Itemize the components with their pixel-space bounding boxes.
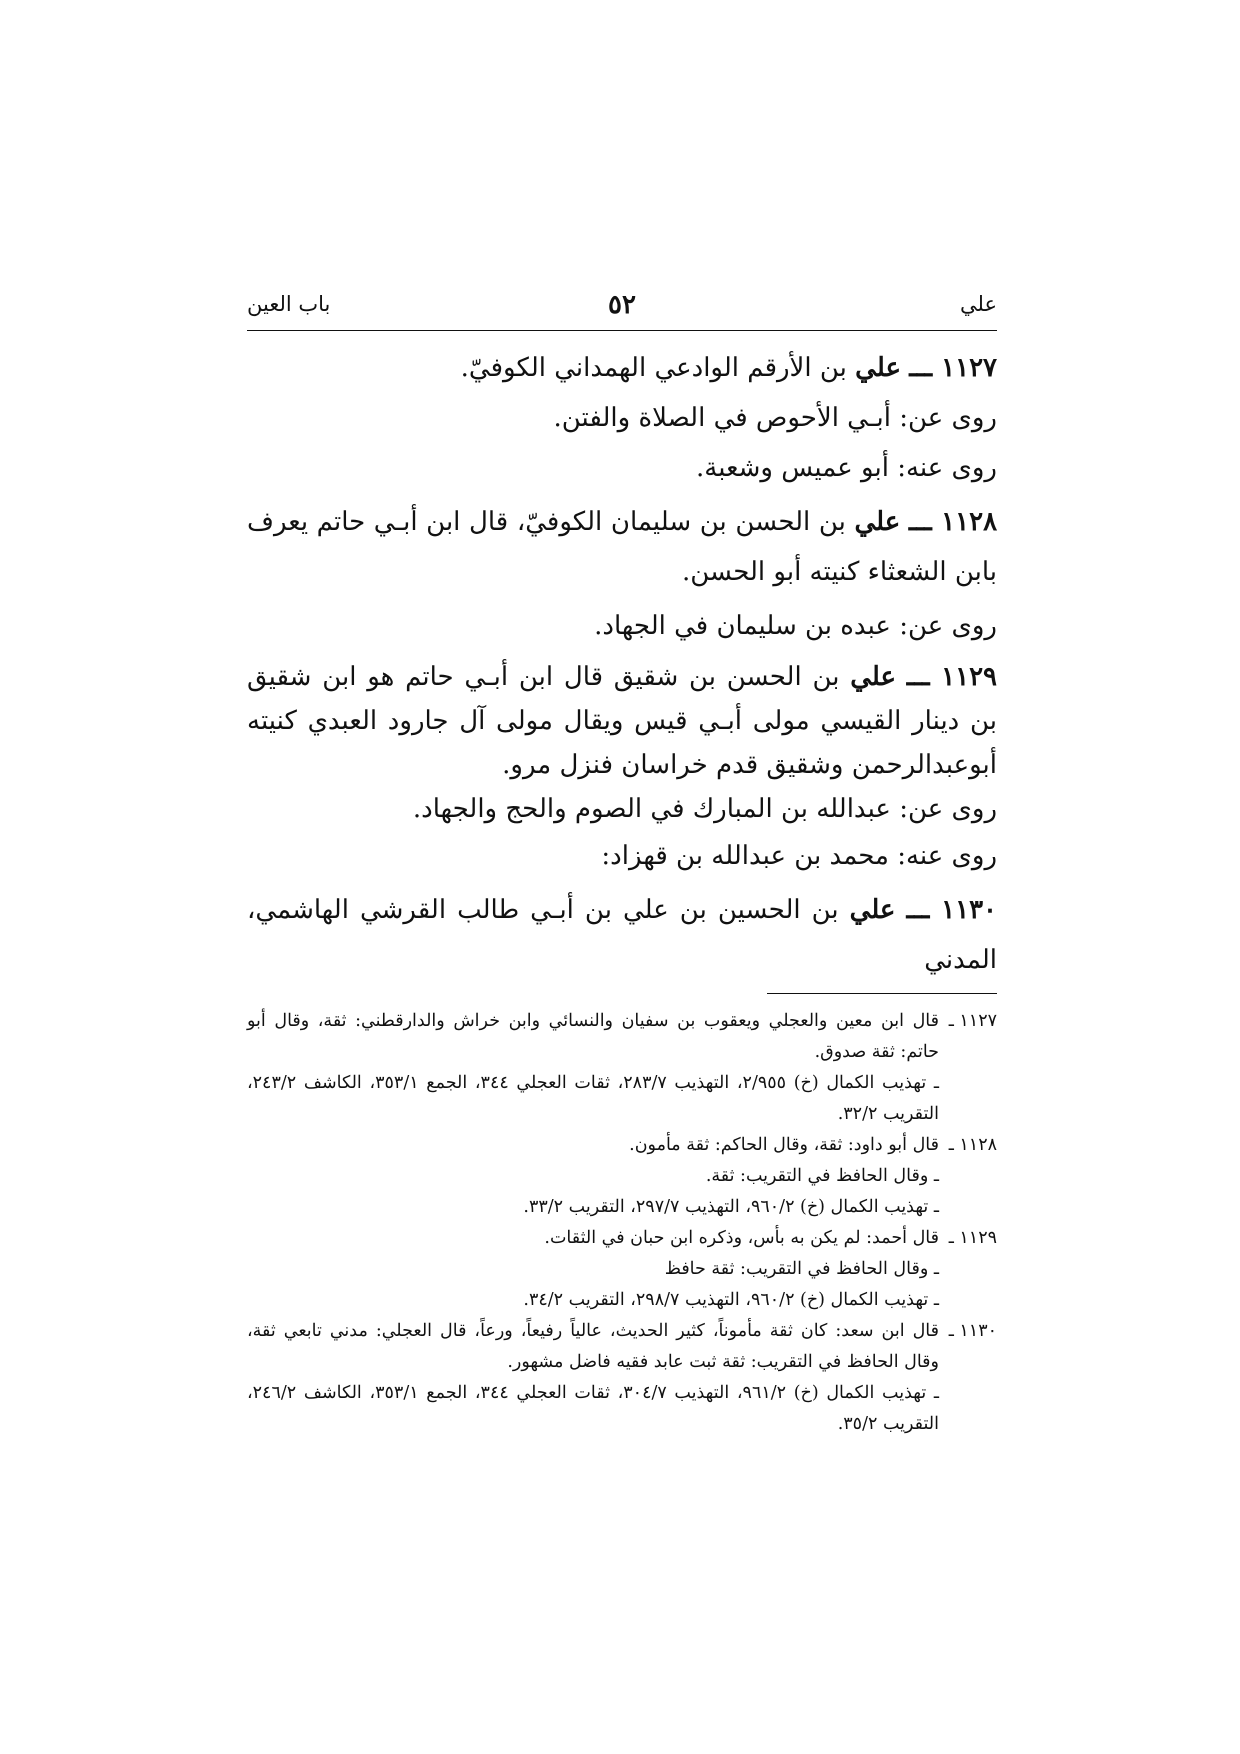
book-page: [247, 290, 997, 1440]
narrated-from: روى عن: عبدالله بن المبارك في الصوم والحج والجهاد.: [412, 794, 997, 824]
footnote-body: [247, 1006, 939, 1130]
narrated-by: روى عنه: أبو عميس وشعبة.: [696, 453, 997, 483]
footnotes: [247, 1006, 997, 1440]
entry-heading: [247, 343, 997, 393]
entry-heading: [247, 655, 997, 787]
header-chapter-title: باب العين: [247, 292, 331, 316]
narrated-by: روى عنه: محمد بن عبدالله بن قهزاد:: [601, 841, 997, 871]
footnote-line: قال ابن معين والعجلي ويعقوب بن سفيان والنسائي وابن خراش والدارقطني: ثقة، وقال أبو حاتم: ثقة صدوق.: [247, 1011, 939, 1062]
main-text: [247, 343, 997, 985]
footnote-body: [247, 1130, 939, 1223]
entry-heading: [247, 885, 997, 985]
footnote-line: ـ تهذيب الكمال (خ) ٢/٩٥٥، التهذيب ٢٨٣/٧، ثقات العجلي ٣٤٤، الجمع ٣٥٣/١، الكاشف ٢٤٣/٢، التقريب ٣٢/٢.: [247, 1073, 940, 1124]
footnote-line: ـ تهذيب الكمال (خ) ٩٦١/٢، التهذيب ٣٠٤/٧، ثقات العجلي ٣٤٤، الجمع ٣٥٣/١، الكاشف ٢٤٦/٢، التقريب ٣٥/٢.: [247, 1383, 940, 1434]
footnote: [247, 1316, 997, 1440]
footnote-label: ١١٢٧ ـ: [948, 1011, 997, 1031]
entry-number: ١١٢٩ ـــ: [906, 662, 998, 692]
footnote-line: ـ تهذيب الكمال (خ) ٩٦٠/٢، التهذيب ٢٩٨/٧، التقريب ٣٤/٢.: [523, 1290, 939, 1310]
entry-number: ١١٢٧ ـــ: [909, 353, 997, 383]
footnote-line: ـ تهذيب الكمال (خ) ٩٦٠/٢، التهذيب ٢٩٧/٧، التقريب ٣٣/٢.: [523, 1197, 939, 1217]
footnote: [247, 1130, 997, 1223]
footnote-line: قال أحمد: لم يكن به بأس، وذكره ابن حبان في الثقات.: [544, 1228, 939, 1248]
narrated-from: روى عن: أبـي الأحوص في الصلاة والفتن.: [553, 403, 997, 433]
entry-text: بن الأرقم الوادعي الهمداني الكوفيّ.: [460, 353, 856, 383]
page-number: ٥٢: [608, 290, 636, 320]
entry-number: ١١٢٨ ـــ: [908, 507, 998, 537]
header-section-title: علي: [960, 292, 997, 316]
entry-text: بن الحسين بن علي بن أبـي طالب القرشي الهاشمي، المدني: [247, 895, 997, 975]
footnote-divider: [767, 993, 997, 994]
entry-text: بن الحسن بن سليمان الكوفيّ، قال ابن أبـي حاتم يعرف بابن الشعثاء كنيته أبو الحسن.: [247, 507, 997, 587]
footnote-line: قال ابن سعد: كان ثقة مأموناً، كثير الحديث، عالياً رفيعاً، ورعاً، قال العجلي: مدني تابعي ثقة، وقال الحافظ في التقريب: ثقة ثبت عابد فقيه فاضل مشهور.: [247, 1321, 939, 1372]
footnote-label: ١١٣٠ ـ: [948, 1321, 997, 1341]
footnote-label: ١١٢٩ ـ: [948, 1228, 997, 1248]
footnote-line: ـ وقال الحافظ في التقريب: ثقة.: [705, 1166, 939, 1186]
entry-name: علي: [849, 895, 896, 925]
narrated-from: روى عن: عبده بن سليمان في الجهاد.: [594, 611, 997, 641]
running-header: [247, 290, 997, 331]
entry-name: علي: [854, 507, 901, 537]
entry-name: علي: [855, 353, 901, 383]
footnote-body: [247, 1316, 939, 1440]
footnote-body: [247, 1223, 939, 1316]
entry-number: ١١٣٠ ـــ: [906, 895, 998, 925]
footnote: [247, 1006, 997, 1130]
entry-name: علي: [850, 662, 897, 692]
footnote-line: ـ وقال الحافظ في التقريب: ثقة حافظ: [664, 1259, 939, 1279]
entry-text: بن الحسن بن شقيق قال ابن أبـي حاتم هو ابن شقيق بن دينار القيسي مولى أبـي قيس ويقال مولى آل جارود العبدي كنيته أبوعبدالرحمن وشقيق قدم خراسان فنزل مرو.: [247, 662, 997, 780]
footnote-line: قال أبو داود: ثقة، وقال الحاكم: ثقة مأمون.: [629, 1135, 939, 1155]
footnote-label: ١١٢٨ ـ: [948, 1135, 997, 1155]
entry-heading: [247, 497, 997, 597]
footnote: [247, 1223, 997, 1316]
